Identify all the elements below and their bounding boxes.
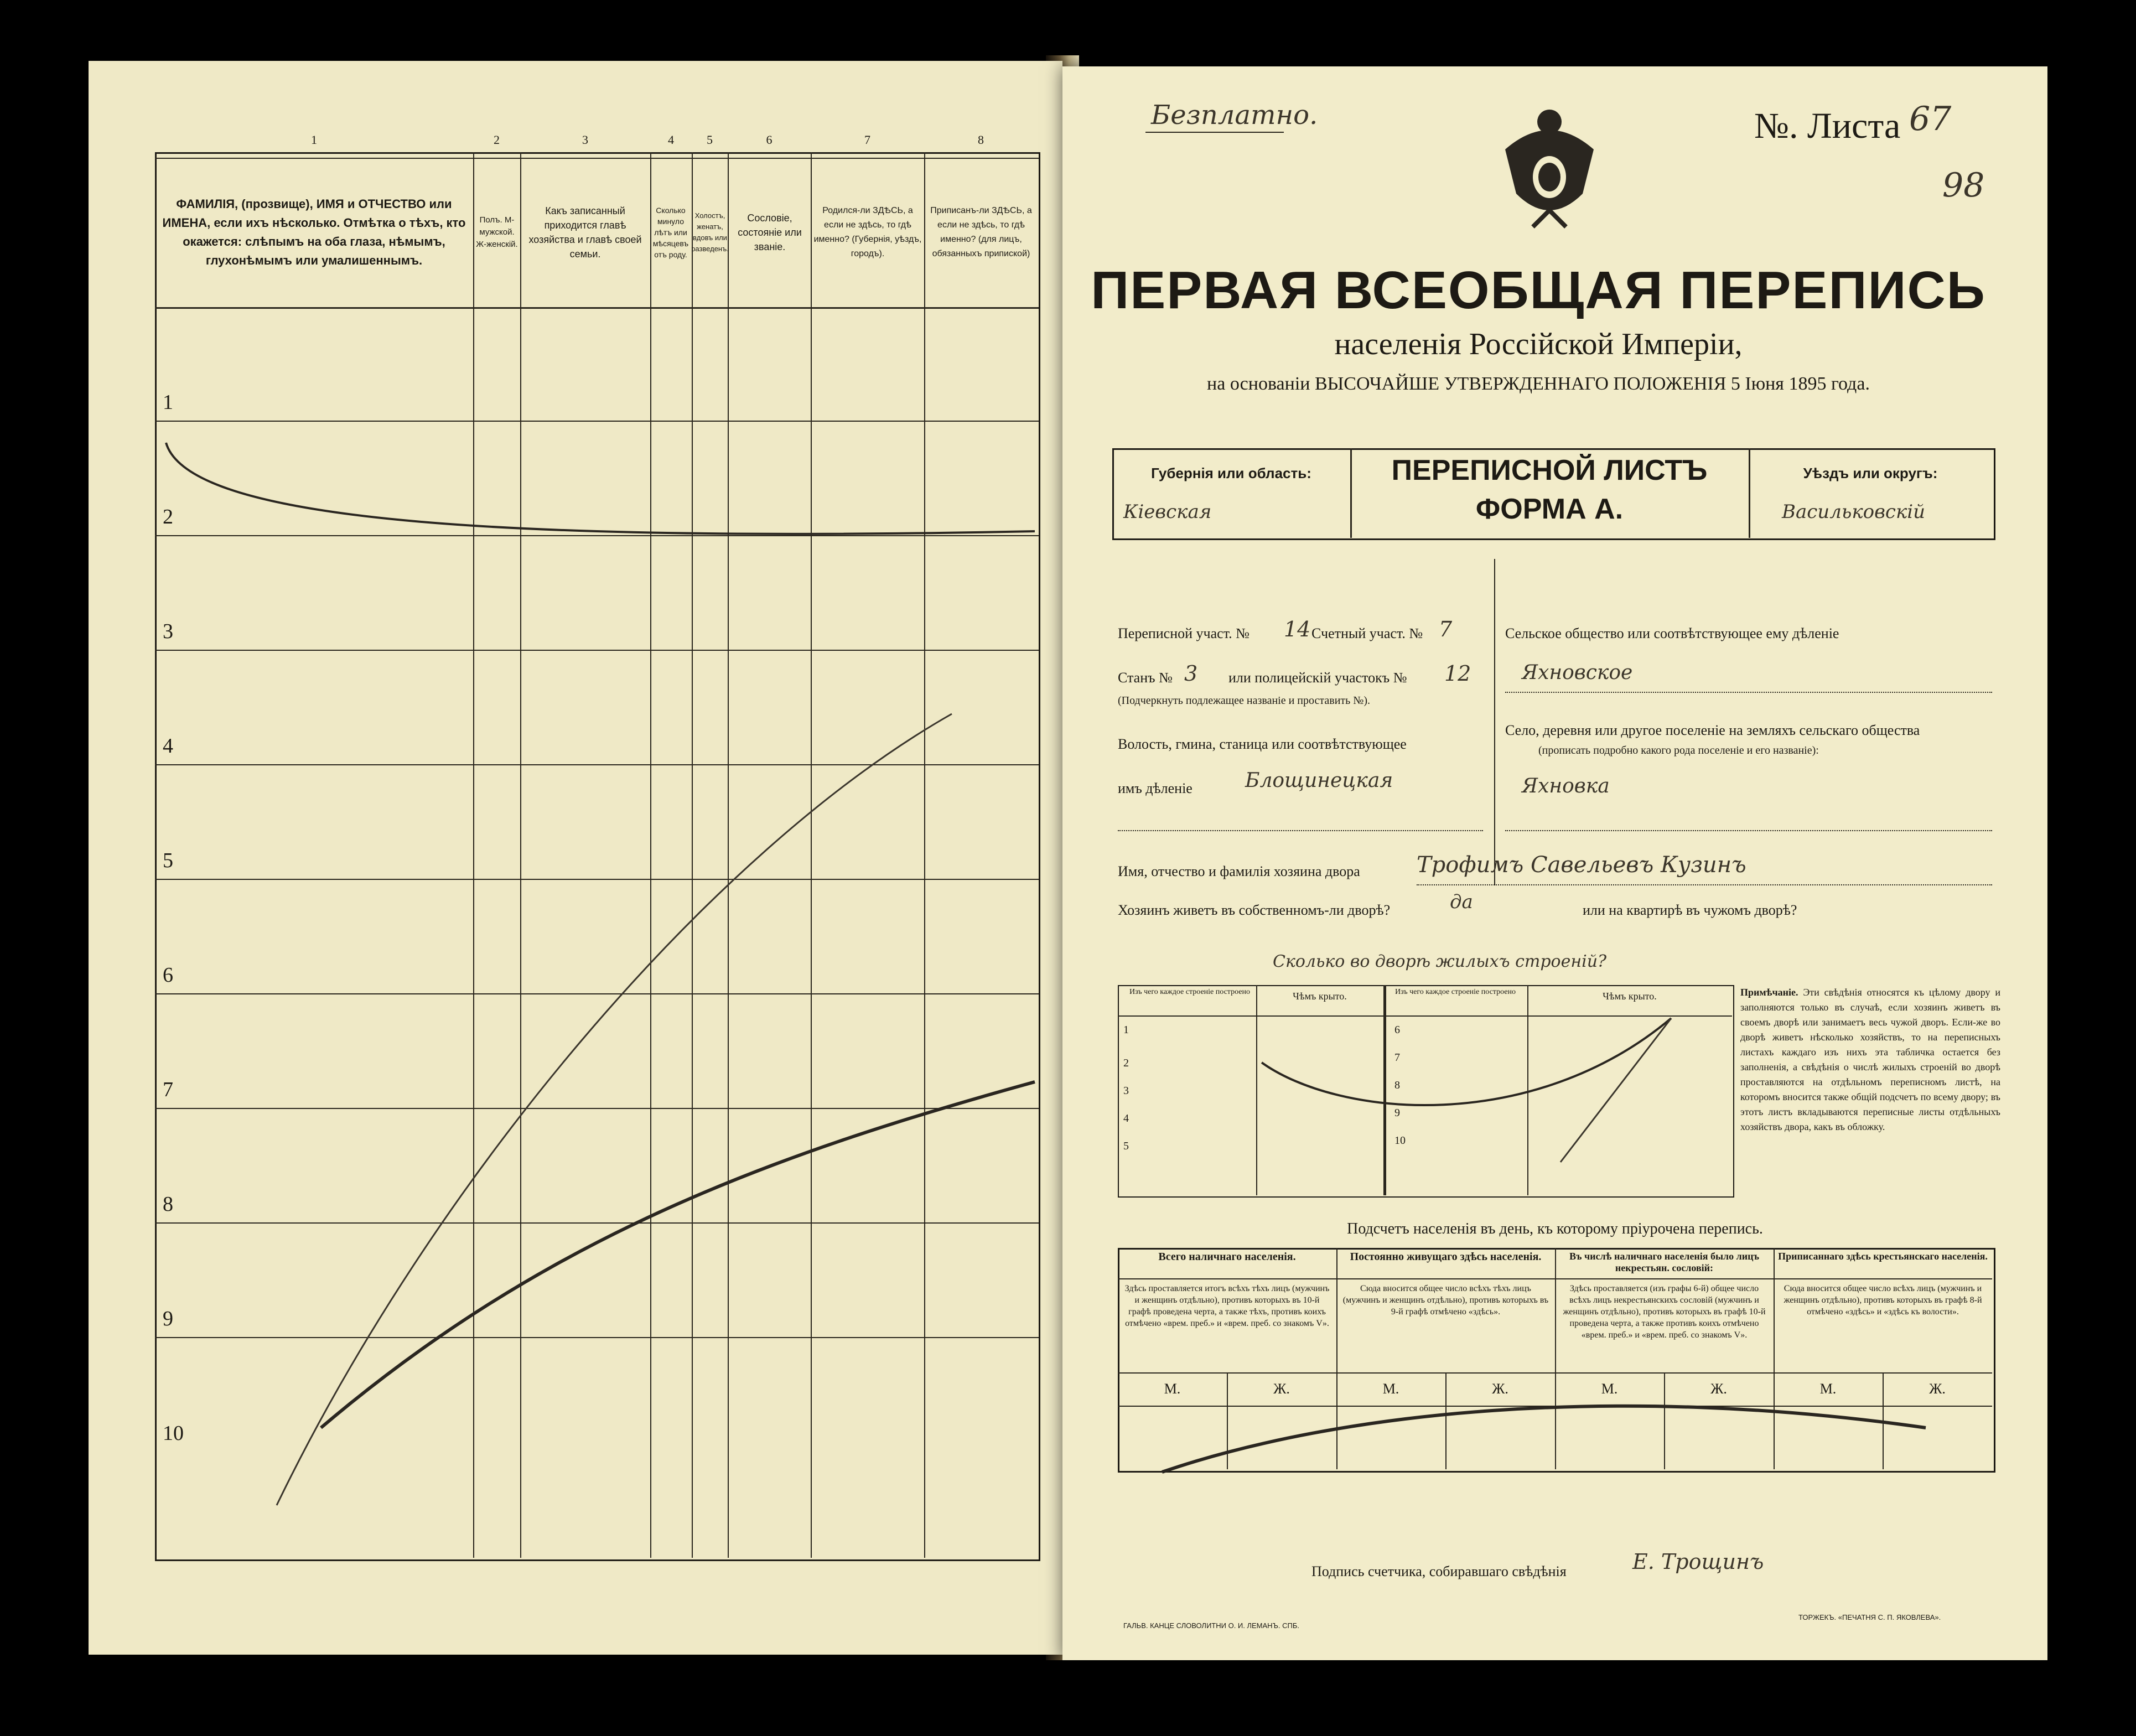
count-col-2-text: Сюда вносится общее число всѣхъ тѣхъ лицъ (мужчинъ и женщинъ отдѣльно), противъ которыхъ въ 9-й графѣ отмѣчено «здѣсь». — [1342, 1284, 1549, 1317]
buildings-row-7: 7 — [1394, 1051, 1400, 1064]
signature-value: Е. Трощинъ — [1632, 1550, 1764, 1574]
owner-label: Имя, отчество и фамилія хозяина двора — [1118, 863, 1360, 879]
buildings-row-8: 8 — [1394, 1079, 1400, 1091]
district-label: Уѣздъ или округъ: — [1803, 465, 1938, 481]
society-label: Сельское общество или соотвѣтствующее ему дѣленіе — [1505, 625, 1839, 641]
col-header-name: ФАМИЛІЯ, (прозвище), ИМЯ и ОТЧЕСТВО или ИМЕНА, если ихъ нѣсколько. Отмѣтка о тѣхъ, кто окажется: слѣпымъ на оба глаза, нѣмымъ, глухонѣмымъ или умалишеннымъ. — [162, 197, 466, 267]
district-value: Васильковскій — [1782, 501, 1926, 523]
count-m-1: М. — [1164, 1381, 1181, 1397]
underline-note: (Подчеркнуть подлежащее названіе и проставить №). — [1118, 695, 1370, 707]
stan-label: Станъ № — [1118, 670, 1173, 686]
stan-value: 3 — [1184, 661, 1198, 686]
count-col-2-title: Постоянно живущаго здѣсь населенія. — [1350, 1251, 1542, 1263]
count-col-1-text: Здѣсь проставляется итогъ всѣхъ тѣхъ лицъ (мужчинъ и женщинъ отдѣльно), противъ которыхъ въ 10-й графѣ проведена черта, а также тѣхъ, противъ коихъ отмѣчено «врем. преб.» и «врем. преб. со знакомъ V». — [1124, 1284, 1330, 1328]
province-value: Кіевская — [1123, 501, 1212, 523]
col-header-birthplace: Родился-ли ЗДѢСЬ, а если не здѣсь, то гдѣ именно? (Губернія, уѣздъ, городъ). — [813, 206, 922, 258]
buildings-row-10: 10 — [1394, 1134, 1406, 1147]
count-col-1-title: Всего наличнаго населенія. — [1158, 1251, 1296, 1263]
right-page — [1062, 66, 2047, 1660]
row-number-10: 10 — [163, 1422, 184, 1445]
count-title: Подсчетъ населенія въ день, къ которому пріурочена перепись. — [1347, 1220, 1763, 1237]
signature-label: Подпись счетчика, собиравшаго свѣдѣнія — [1311, 1563, 1567, 1579]
col-header-marital: Холостъ, женатъ, вдовъ или разведенъ. — [691, 211, 729, 253]
printer-right: ТОРЖЕКЪ. «ПЕЧАТНЯ С. П. ЯКОВЛЕВА». — [1798, 1613, 1941, 1621]
row-number-3: 3 — [163, 620, 173, 643]
province-label: Губернія или область: — [1151, 465, 1311, 481]
col-number-7: 7 — [864, 133, 870, 147]
count-m-2: М. — [1382, 1381, 1399, 1397]
col-header-sex: Полъ. М-мужской. Ж-женскій. — [476, 215, 518, 249]
pen-strikethrough-right — [1062, 66, 2047, 1660]
buildings-row-1: 1 — [1123, 1024, 1129, 1036]
count-col-4-text: Сюда вносится общее число всѣхъ лицъ (мужчинъ и женщинъ отдѣльно), противъ которыхъ въ графѣ 8-й отмѣчено «здѣсь» и «здѣсь къ волости». — [1784, 1284, 1982, 1317]
note-title: Примѣчаніе. — [1740, 987, 1798, 998]
col-number-3: 3 — [582, 133, 588, 147]
buildings-label: Сколько во дворѣ жилыхъ строеній? — [1273, 952, 1607, 971]
sheet-number-2: 98 — [1942, 166, 1985, 205]
buildings-row-5: 5 — [1123, 1140, 1129, 1152]
col-header-relation: Какъ записанный приходится главѣ хозяйства и главѣ своей семьи. — [528, 205, 642, 260]
own-yard-value: да — [1450, 891, 1473, 913]
volost-label: Волость, гмина, станица или соотвѣтствующее — [1118, 736, 1407, 752]
col-number-6: 6 — [766, 133, 773, 147]
police-label: или полицейскій участокъ № — [1228, 670, 1407, 686]
row-number-2: 2 — [163, 505, 173, 528]
col-header-estate: Сословіе, состояніе или званіе. — [738, 213, 802, 252]
counting-section-label: Счетный участ. № — [1311, 625, 1423, 641]
col-header-registered: Приписанъ-ли ЗДѢСЬ, а если не здѣсь, то гдѣ именно? (для лицъ, обязанныхъ припиской) — [930, 206, 1032, 258]
page-subtitle: населенія Россійской Имперіи, — [1334, 327, 1743, 361]
buildings-row-3: 3 — [1123, 1085, 1129, 1097]
buildings-col-material: Изъ чего каждое строеніе построено — [1129, 988, 1250, 996]
buildings-row-6: 6 — [1394, 1024, 1400, 1036]
form-title: ПЕРЕПИСНОЙ ЛИСТЪ — [1391, 454, 1708, 486]
count-col-3-text: Здѣсь проставляется (изъ графы 6-й) общее число всѣхъ лицъ некрестьянскихъ сословій (мужчинъ и женщинъ отдѣльно), противъ которыхъ въ графѣ 10-й проведена черта, а также противъ коихъ отмѣчено «врем. преб.» и «врем. преб. со знакомъ V». — [1563, 1284, 1766, 1340]
person-table — [155, 133, 1040, 1561]
row-number-6: 6 — [163, 963, 173, 987]
count-zh-4: Ж. — [1929, 1381, 1946, 1397]
own-yard-label: Хозяинъ живетъ въ собственномъ-ли дворѣ? — [1118, 902, 1391, 918]
count-m-3: М. — [1601, 1381, 1618, 1397]
sheet-number: 67 — [1909, 100, 1952, 138]
society-value: Яхновское — [1522, 661, 1633, 684]
village-label: Село, деревня или другое поселеніе на земляхъ сельскаго общества — [1505, 722, 1920, 738]
village-value: Яхновка — [1522, 775, 1610, 797]
owner-value: Трофимъ Савельевъ Кузинъ — [1417, 852, 1746, 878]
count-zh-2: Ж. — [1492, 1381, 1508, 1397]
count-m-4: М. — [1819, 1381, 1837, 1397]
col-number-8: 8 — [978, 133, 984, 147]
form-subtitle: ФОРМА А. — [1475, 493, 1624, 525]
village-note: (прописать подробно какого рода поселеніе и его названіе): — [1538, 744, 1819, 756]
count-col-4-title: Приписаннаго здѣсь крестьянскаго населенія. — [1778, 1251, 1988, 1262]
col-header-age: Сколько минуло лѣтъ или мѣсяцевъ отъ роду. — [652, 206, 689, 259]
printer-left: ГАЛЬВ. КАНЦЕ СЛОВОЛИТНИ О. И. ЛЕМАНЪ. СПБ. — [1123, 1621, 1299, 1630]
police-value: 12 — [1444, 661, 1471, 686]
counting-section-value: 7 — [1439, 617, 1453, 641]
row-number-4: 4 — [163, 734, 173, 758]
census-section-label: Переписной участ. № — [1118, 625, 1250, 641]
count-zh-1: Ж. — [1273, 1381, 1290, 1397]
col-number-1: 1 — [311, 133, 317, 147]
free-label: Безплатно. — [1151, 100, 1318, 131]
page-title: ПЕРВАЯ ВСЕОБЩАЯ ПЕРЕПИСЬ — [1091, 261, 1986, 320]
pen-strikethrough — [155, 133, 1040, 1561]
buildings-col-material-2: Изъ чего каждое строеніе построено — [1395, 988, 1516, 996]
col-number-4: 4 — [668, 133, 674, 147]
buildings-row-2: 2 — [1123, 1057, 1129, 1069]
buildings-col-roof-2: Чѣмъ крыто. — [1603, 991, 1657, 1002]
basis-line: на основаніи ВЫСОЧАЙШЕ УТВЕРЖДЕННАГО ПОЛОЖЕНІЯ 5 Іюня 1895 года. — [1207, 374, 1870, 394]
buildings-row-9: 9 — [1394, 1107, 1400, 1119]
buildings-col-roof: Чѣмъ крыто. — [1293, 991, 1347, 1002]
row-number-9: 9 — [163, 1307, 173, 1330]
census-section-value: 14 — [1284, 617, 1311, 641]
row-number-1: 1 — [163, 391, 173, 414]
count-zh-3: Ж. — [1710, 1381, 1727, 1397]
note-text: Эти свѣдѣнія относятся къ цѣлому двору и заполняются только въ случаѣ, если хозяинъ живетъ въ своемъ дворѣ или занимаетъ весь чужой дворъ. Если-же во дворѣ живетъ нѣсколько хозяйствъ, то на переписныхъ листахъ каждаго изъ нихъ эта табличка остается без заполненія, а свѣдѣнія о числѣ жилыхъ строеній во дворѣ проставляются на отдѣльномъ переписномъ листѣ, на которомъ вносится также общій подсчетъ по всему двору; въ этотъ листъ вкладываются переписные листы отдѣльныхъ хозяйствъ двора, какъ въ обложку. — [1740, 987, 2000, 1132]
volost-label-2: имъ дѣленіе — [1118, 780, 1193, 796]
col-number-5: 5 — [707, 133, 713, 147]
row-number-7: 7 — [163, 1078, 173, 1101]
rent-label: или на квартирѣ въ чужомъ дворѣ? — [1583, 902, 1797, 918]
left-page — [89, 61, 1062, 1655]
volost-value: Блощинецкая — [1245, 769, 1393, 792]
count-col-3-title: Въ числѣ наличнаго населенія было лицъ некрестьян. сословій: — [1569, 1251, 1759, 1273]
row-number-5: 5 — [163, 849, 173, 872]
col-number-2: 2 — [494, 133, 500, 147]
buildings-row-4: 4 — [1123, 1112, 1129, 1124]
sheet-label: №. Листа — [1754, 106, 1901, 146]
row-number-8: 8 — [163, 1193, 173, 1216]
